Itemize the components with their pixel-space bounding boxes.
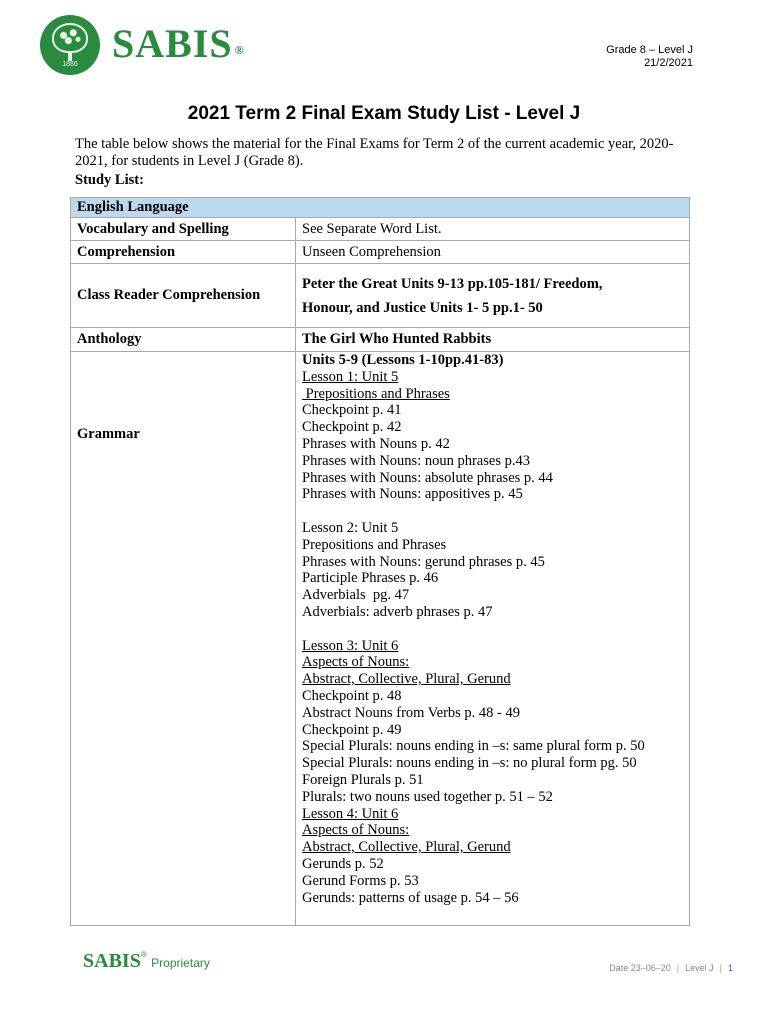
material-line: Honour, and Justice Units 1- 5 pp.1- 50 [302,299,543,316]
subject-cell: Class Reader Comprehension [71,264,296,328]
grammar-line: Gerunds: patterns of usage p. 54 – 56 [302,889,519,906]
study-table [70,197,690,926]
date-line: 21/2/2021 [644,57,693,69]
grammar-line: Abstract Nouns from Verbs p. 48 - 49 [302,704,521,721]
grammar-line: Abstract, Collective, Plural, Gerund [302,839,511,856]
grammar-line: Special Plurals: nouns ending in –s: same plural form p. 50 [302,738,645,755]
subject-cell: Comprehension [71,241,296,264]
grammar-line: Gerunds p. 52 [302,855,384,872]
footer-logo: SABIS® Proprietary [83,950,210,972]
table-row [71,218,690,241]
table-row [71,241,690,264]
grammar-line: Foreign Plurals p. 51 [302,771,424,788]
grammar-line: Checkpoint p. 42 [302,419,402,436]
footer-date: Date 23–06–20 [609,963,671,973]
logo-year: 1886 [62,61,78,68]
grammar-line: Plurals: two nouns used together p. 51 – 52 [302,788,553,805]
grammar-line: Phrases with Nouns: noun phrases p.43 [302,452,530,469]
grammar-line: Aspects of Nouns: [302,654,410,671]
footer-info: Date 23–06–20 | Level J | 1 [609,963,733,973]
grammar-line: Special Plurals: nouns ending in –s: no plural form pg. 50 [302,755,637,772]
grammar-line: Participle Phrases p. 46 [302,570,439,587]
grammar-line: Prepositions and Phrases [302,385,450,402]
subject-cell: Grammar [71,352,296,926]
table-row [71,328,690,352]
material-cell [296,264,690,328]
material-line: Peter the Great Units 9-13 pp.105-181/ Freedom, [302,275,603,292]
material-cell: See Separate Word List. [296,218,690,241]
tree-icon [52,23,88,53]
grade-info [606,44,693,70]
grammar-line: Checkpoint p. 48 [302,687,402,704]
subject-cell: Anthology [71,328,296,352]
grammar-line: Lesson 3: Unit 6 [302,637,399,654]
subject-cell: Vocabulary and Spelling [71,218,296,241]
proprietary-label: Proprietary [151,956,210,970]
grammar-line: Checkpoint p. 41 [302,402,402,419]
grammar-line: Phrases with Nouns: gerund phrases p. 45 [302,553,545,570]
sabis-seal-logo [40,15,100,75]
page-title: 2021 Term 2 Final Exam Study List - Level J [187,103,581,124]
grammar-line: Adverbials: adverb phrases p. 47 [302,603,493,620]
grammar-content [296,352,690,926]
grammar-line: Phrases with Nouns: appositives p. 45 [302,486,523,503]
grammar-line [302,503,683,520]
grammar-line: Units 5-9 (Lessons 1-10pp.41-83) [302,352,504,368]
study-list-label: Study List: [75,172,144,188]
registered-mark: ® [234,43,245,57]
grammar-line: Abstract, Collective, Plural, Gerund [302,671,511,688]
brand-wordmark: SABIS ® [112,21,245,66]
grade-line: Grade 8 – Level J [606,44,693,56]
material-cell: The Girl Who Hunted Rabbits [296,328,690,352]
grammar-line: Aspects of Nouns: [302,822,410,839]
grammar-line: Gerund Forms p. 53 [302,872,419,889]
grammar-line: Lesson 4: Unit 6 [302,805,399,822]
grammar-line: Prepositions and Phrases [302,536,447,553]
grammar-line: Phrases with Nouns: absolute phrases p. 44 [302,469,553,486]
grammar-line: Phrases with Nouns p. 42 [302,435,450,452]
grammar-line: Adverbials pg. 47 [302,587,410,604]
grammar-line [302,621,683,638]
page-number: 1 [727,963,733,973]
table-row [71,352,690,926]
table-row [71,264,690,328]
grammar-line: Lesson 2: Unit 5 [302,519,399,536]
grammar-line: Lesson 1: Unit 5 [302,368,399,385]
intro-paragraph: The table below shows the material for the Final Exams for Term 2 of the current academic year, 2020-2021, for students in Level J (Grade 8). [75,136,674,169]
section-header: English Language [71,198,690,218]
grammar-line: Checkpoint p. 49 [302,721,402,738]
footer-level: Level J [685,963,714,973]
section-row [71,198,690,218]
material-cell: Unseen Comprehension [296,241,690,264]
